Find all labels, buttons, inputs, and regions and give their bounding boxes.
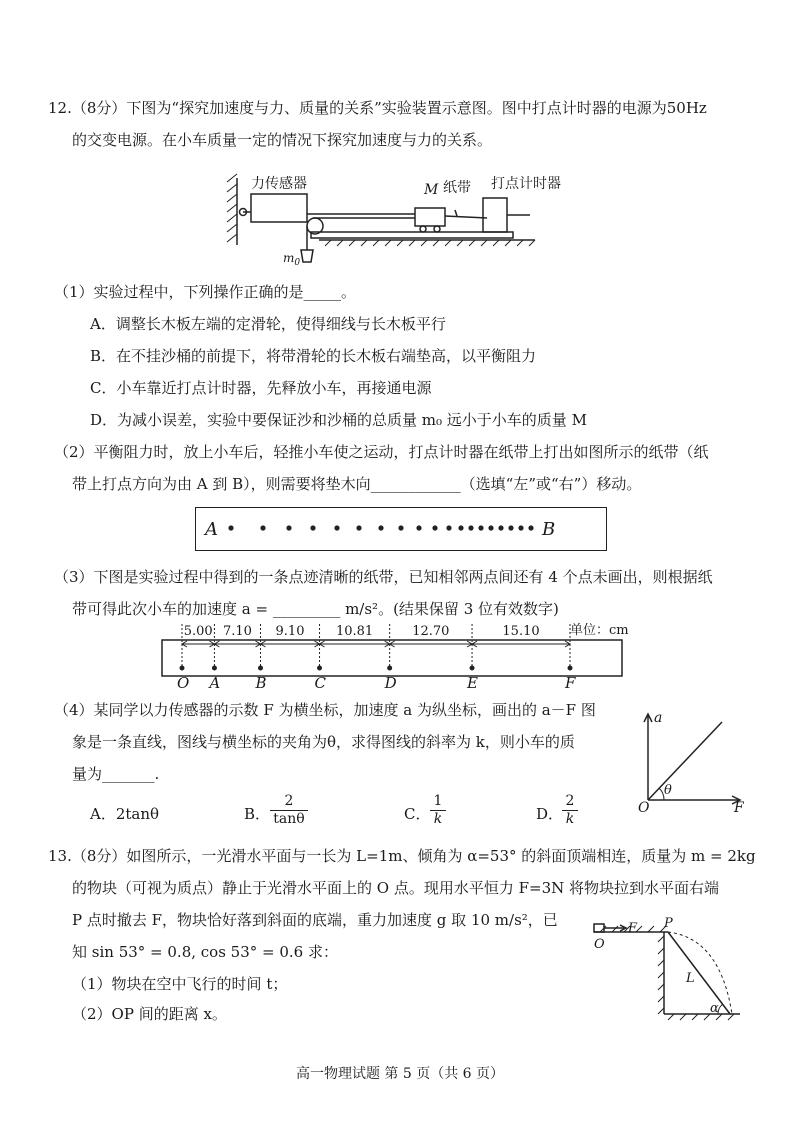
option-d-denominator: k [562, 810, 578, 828]
tape-2-segment-label: 12.70 [412, 624, 450, 639]
q12-p1-option-c: C．小车靠近打点计时器，先释放小车，再接通电源 [90, 379, 432, 397]
tape-1-label-b: B [542, 519, 556, 540]
label-m0: m [283, 251, 295, 265]
q12-part-2-line-2: 带上打点方向为由 A 到 B），则需要将垫木向____________（选填“左”或“右”）移动。 [72, 475, 642, 493]
q12-p4-option-d-fraction [562, 793, 578, 828]
slope-figure [590, 918, 760, 1030]
q13-line-4: 知 sin 53° = 0.8, cos 53° = 0.6 求： [72, 943, 338, 961]
q12-p4-option-d-label: D． [536, 805, 564, 823]
tape-2-point [180, 666, 185, 671]
q12-part-1: （1）实验过程中，下列操作正确的是_____。 [54, 283, 357, 301]
label-force-sensor: 力传感器 [251, 176, 307, 192]
q12-p4-option-a: A．2tanθ [90, 805, 160, 823]
tape-2-point [317, 666, 322, 671]
slope-label-o: O [594, 937, 605, 952]
label-timer: 打点计时器 [491, 176, 561, 192]
q12-line-1: 12.（8分）下图为“探究加速度与力、质量的关系”实验装置示意图。图中打点计时器的电源为50Hz [48, 99, 707, 117]
tape-2-point-label: O [177, 674, 190, 692]
tape-1-dot [518, 525, 523, 530]
q12-part-3-line-2: 带可得此次小车的加速度 a = _________ m/s²。(结果保留 3 位有效数字) [72, 600, 559, 618]
tape-1-dot [228, 525, 233, 530]
q12-part-2-line-1: （2）平衡阻力时，放上小车后，轻推小车使之运动，打点计时器在纸带上打出如图所示的纸带（纸 [54, 443, 709, 461]
apparatus-figure [225, 170, 565, 270]
graph-theta: θ [664, 783, 672, 798]
q12-part-4-line-1: （4）某同学以力传感器的示数 F 为横坐标，加速度 a 为纵坐标，画出的 a－F 图 [54, 701, 596, 719]
q13-line-3: P 点时撤去 F，物块恰好落到斜面的底端，重力加速度 g 取 10 m/s²，已 [72, 911, 558, 929]
label-tape: 纸带 [443, 180, 471, 196]
q12-part-4-line-2: 象是一条直线，图线与横坐标的夹角为θ，求得图线的斜率为 k，则小车的质 [72, 733, 575, 751]
q13-line-2: 的物块（可视为质点）静止于光滑水平面上的 O 点。现用水平恒力 F=3N 将物块拉到水平面右端 [72, 879, 720, 897]
tape-2-segment-label: 15.10 [502, 624, 540, 639]
q13-line-1: 13.（8分）如图所示，一光滑水平面与一长为 L=1m、倾角为 α=53° 的斜面顶端相连，质量为 m = 2kg [48, 847, 756, 865]
option-b-denominator: tanθ [270, 810, 308, 828]
q12-p4-option-b-fraction [270, 793, 308, 828]
label-m0-sub: 0 [294, 258, 301, 268]
page-footer: 高一物理试题 第 5 页（共 6 页） [295, 1066, 505, 1082]
q12-p4-option-c-fraction [430, 793, 446, 828]
tape-1-dot [356, 525, 361, 530]
slope-label-f: F [628, 921, 638, 936]
a-f-graph [630, 708, 750, 816]
option-c-numerator: 1 [433, 793, 443, 809]
tape-1-dot [528, 525, 533, 530]
tape-2-unit: 单位：cm [570, 623, 629, 638]
option-b-numerator: 2 [284, 793, 294, 809]
slope-label-l: L [686, 971, 695, 986]
tape-2-point-label: B [255, 674, 267, 692]
tape-1-dot [432, 525, 437, 530]
label-M: M [424, 182, 439, 198]
q12-p4-option-c-label: C． [404, 805, 431, 823]
tape-1-dot [508, 525, 513, 530]
tape-1-dot [334, 525, 339, 530]
slope-label-alpha: α [710, 1001, 719, 1016]
q12-line-2: 的交变电源。在小车质量一定的情况下探究加速度与力的关系。 [72, 131, 493, 149]
option-c-denominator: k [430, 810, 446, 828]
tape-2-point-label: E [467, 674, 478, 692]
tape-2-point [258, 666, 263, 671]
tape-2-point [212, 666, 217, 671]
tape-2-point [568, 666, 573, 671]
tape-2-point-label: F [565, 674, 576, 692]
graph-axis-f: F [734, 800, 744, 816]
tape-1-dot [310, 525, 315, 530]
tape-1-dot [478, 525, 483, 530]
tape-2-point-label: A [209, 674, 221, 692]
tape-1-dot [416, 525, 421, 530]
tape-1-dots [195, 507, 605, 549]
graph-axis-a: a [654, 710, 663, 726]
tape-2-point [470, 666, 475, 671]
tape-1-dot [378, 525, 383, 530]
tape-2-point-label: D [384, 674, 397, 692]
q12-p1-option-b: B．在不挂沙桶的前提下，将带滑轮的长木板右端垫高，以平衡阻力 [90, 347, 537, 365]
tape-2-segment-label: 9.10 [275, 624, 305, 639]
q12-part-3-line-1: （3）下图是实验过程中得到的一条点迹清晰的纸带，已知相邻两点间还有 4 个点未画出，则根据纸 [54, 568, 713, 586]
tape-1-dot [260, 525, 265, 530]
option-d-numerator: 2 [565, 793, 575, 809]
q12-p1-option-d: D．为减小误差，实验中要保证沙和沙桶的总质量 m₀ 远小于小车的质量 M [90, 411, 587, 429]
tape-1-dot [468, 525, 473, 530]
tape-2-point-label: C [314, 674, 327, 692]
tape-2-segment-label: 7.10 [222, 624, 252, 639]
q13-sub-2: （2）OP 间的距离 x。 [72, 1005, 227, 1023]
q13-sub-1: （1）物块在空中飞行的时间 t； [72, 975, 288, 993]
tape-1-dot [488, 525, 493, 530]
q12-p1-option-a: A．调整长木板左端的定滑轮，使得细线与长木板平行 [90, 315, 446, 333]
tape-2 [160, 620, 630, 695]
graph-origin: O [638, 800, 650, 816]
tape-1-dot [398, 525, 403, 530]
tape-2-segment-label: 5.00 [183, 624, 213, 639]
tape-1-dot [498, 525, 503, 530]
slope-label-p: P [664, 916, 673, 931]
q12-p4-option-b-label: B． [244, 805, 271, 823]
svg-text:m0 [283, 251, 300, 268]
tape-1-dot [446, 525, 451, 530]
tape-1-label-a: A [205, 519, 218, 540]
tape-2-segment-label: 10.81 [335, 624, 374, 639]
q12-part-4-line-3: 量为_______. [72, 765, 160, 783]
tape-2-point [387, 666, 392, 671]
tape-1-dot [458, 525, 463, 530]
tape-1-dot [286, 525, 291, 530]
